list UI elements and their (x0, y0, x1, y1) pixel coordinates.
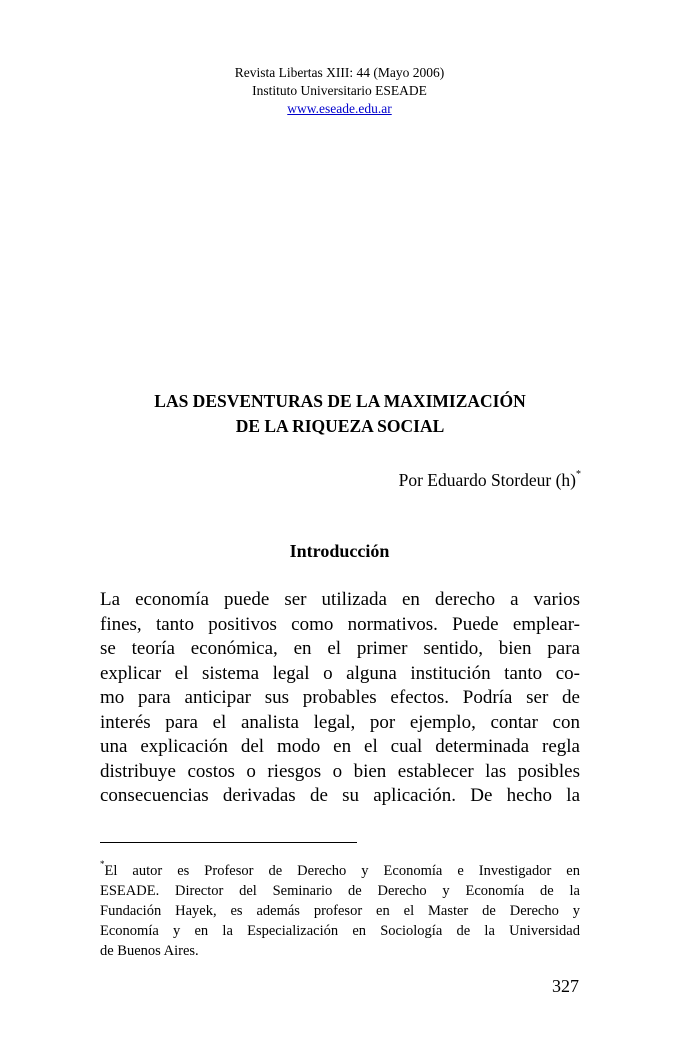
page-number: 327 (552, 976, 579, 996)
article-title-line-2: DE LA RIQUEZA SOCIAL (235, 416, 445, 436)
footnote-line: Economía y en la Especialización en Sociología de la Universidad (100, 922, 580, 939)
paragraph-line: explicar el sistema legal o alguna institución tanto co- (100, 662, 580, 684)
paragraph-line: mo para anticipar sus probables efectos. Podría ser de (100, 687, 580, 708)
paragraph-line: distribuye costos o riesgos o bien establecer las posibles (100, 760, 580, 782)
paragraph-line: se teoría económica, en el primer sentido, bien para (100, 638, 580, 659)
footnote-line: de Buenos Aires. (100, 942, 199, 959)
section-heading: Introducción (289, 541, 390, 561)
paragraph-line: consecuencias derivadas de su aplicación. De hecho la (100, 785, 580, 806)
author-byline (399, 465, 581, 492)
journal-citation: Revista Libertas XIII: 44 (Mayo 2006) (234, 65, 445, 80)
footnote-divider (100, 842, 357, 843)
author-footnote-marker[interactable]: * (576, 469, 581, 480)
running-header (0, 64, 679, 118)
author-name: Por Eduardo Stordeur (h) (398, 469, 576, 490)
paragraph-line: interés para el analista legal, por ejemplo, contar con (100, 711, 580, 733)
article-title-line-1: LAS DESVENTURAS DE LA MAXIMIZACIÓN (154, 391, 526, 411)
paragraph-line: La economía puede ser utilizada en derecho a varios (100, 589, 580, 610)
footnote (100, 856, 580, 961)
website-link[interactable]: www.eseade.edu.ar (287, 101, 392, 116)
body-paragraph (100, 588, 580, 809)
footnote-line: *El autor es Profesor de Derecho y Economía e Investigador en (100, 859, 580, 879)
article-title (60, 389, 620, 439)
footnote-marker: * (100, 859, 105, 869)
footnote-line: Fundación Hayek, es además profesor en el Master de Derecho y (100, 902, 580, 919)
paragraph-line: fines, tanto positivos como normativos. Puede emplear- (100, 613, 580, 635)
footnote-line: ESEADE. Director del Seminario de Derecho y Economía de la (100, 882, 580, 899)
paragraph-line: una explicación del modo en el cual determinada regla (100, 736, 580, 757)
institution-name: Instituto Universitario ESEADE (252, 83, 427, 98)
